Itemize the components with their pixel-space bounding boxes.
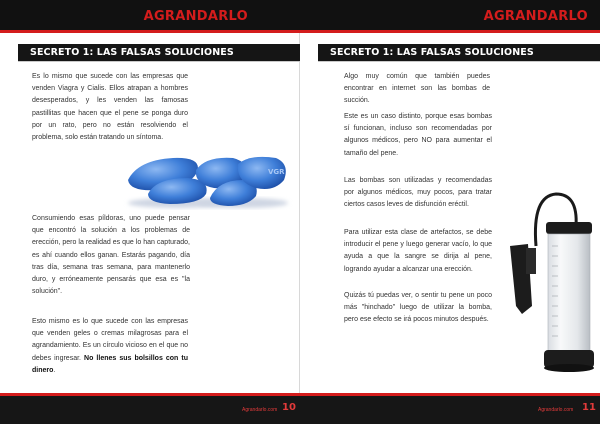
paragraph: Quizás tú puedas ver, o sentir tu pene un poco más "hinchado" luego de utilizar la bomba, pero ese efecto se irá pocos minutos después. bbox=[344, 292, 492, 324]
section-underline bbox=[18, 61, 300, 62]
page-header bbox=[0, 0, 300, 30]
section-title: SECRETO 1: LAS FALSAS SOLUCIONES bbox=[330, 47, 534, 58]
header-rule bbox=[300, 30, 600, 33]
page-header bbox=[300, 0, 600, 30]
svg-text:VGR: VGR bbox=[268, 168, 285, 176]
blue-pills-image bbox=[118, 140, 298, 210]
section-title: SECRETO 1: LAS FALSAS SOLUCIONES bbox=[30, 47, 234, 58]
paragraph: Algo muy común que también puedes encontrar en internet son las bombas de succión. bbox=[344, 73, 490, 105]
page-number: 10 bbox=[282, 402, 296, 413]
page-footer bbox=[300, 396, 600, 424]
paragraph: Para utilizar esta clase de artefactos, se debe introducir el pene y luego generar vacío, lo que ayuda a que la sangre se dirija al pene, logrando ayudar a alcanzar una erección. bbox=[344, 229, 492, 273]
section-title-bar bbox=[318, 44, 600, 61]
header-brand: AGRANDARLO bbox=[143, 8, 248, 25]
paragraph: Es lo mismo que sucede con las empresas que venden Viagra y Cialis. Ellos atrapan a hombres desesperados, y les venden las famosas pastillitas que hacen que el pene se ponga duro por un rato, pero no están resolviendo el problema, solo están tratando un síntoma. bbox=[32, 73, 188, 142]
section-underline bbox=[318, 61, 600, 62]
section-title-bar bbox=[18, 44, 300, 61]
paragraph: Consumiendo esas píldoras, uno puede pensar que encontró la solución a los problemas de erección, pero la realidad es que lo han capturado, es ahí cuando ellos ganan. Estarás pagando, día tras día, semana tras semana, para mantenerlo duro, y erróneamente pensarás que esa es "la solución". bbox=[32, 215, 190, 296]
footer-site: Agrandarlo.com bbox=[242, 407, 278, 413]
right-page bbox=[300, 0, 600, 424]
emphasis-text: No llenes sus bolsillos con tu dinero bbox=[32, 354, 188, 374]
page-footer bbox=[0, 396, 300, 424]
header-rule bbox=[0, 30, 300, 33]
paragraph: Este es un caso distinto, porque esas bombas sí funcionan, incluso son recomendadas por algunos médicos, pero NO para aumentar el tamaño del pene. bbox=[344, 113, 492, 157]
header-brand: AGRANDARLO bbox=[483, 8, 588, 25]
vacuum-pump-image bbox=[506, 186, 600, 378]
footer-site: Agrandarlo.com bbox=[538, 407, 574, 413]
paragraph: Las bombas son utilizadas y recomendadas por algunos médicos, muy pocos, para tratar ciertos casos leves de disfunción eréctil. bbox=[344, 177, 492, 209]
paragraph: Esto mismo es lo que sucede con las empresas que venden geles o cremas milagrosas para el agrandamiento. Es un círculo vicioso en el que no debes ingresar. No llenes sus bolsillos con tu dinero. bbox=[32, 318, 188, 374]
page-number: 11 bbox=[582, 402, 596, 413]
